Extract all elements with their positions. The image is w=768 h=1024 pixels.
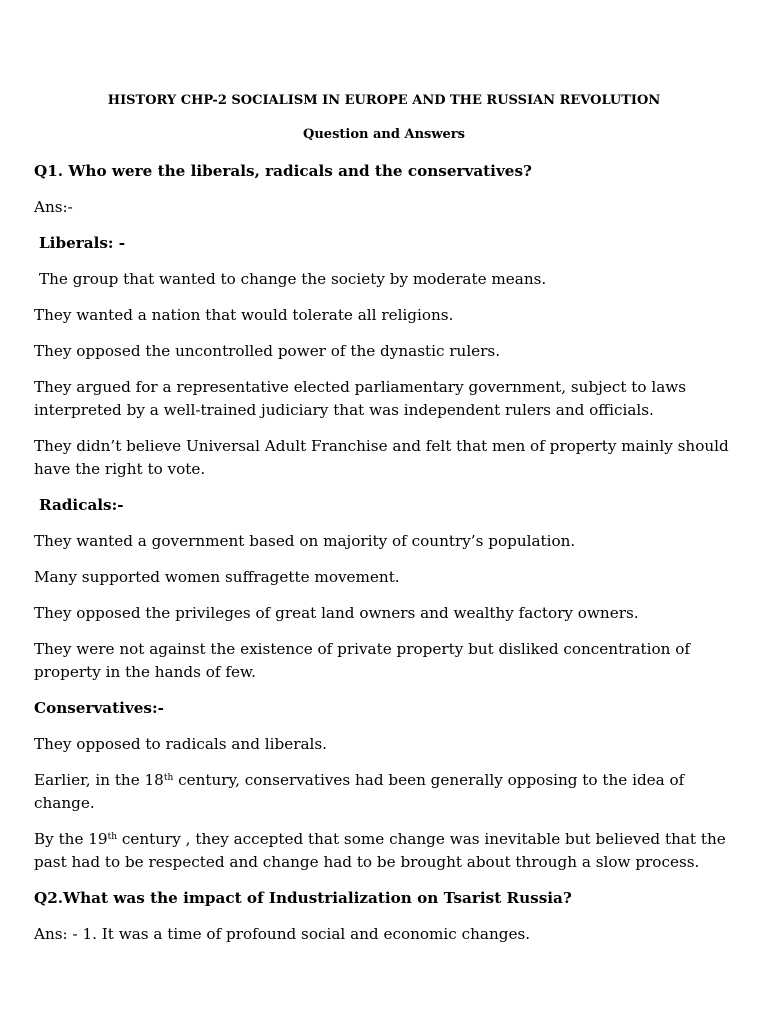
radicals-point-4: They were not against the existence of private property but disliked concentration of property in the hands of few. — [34, 640, 690, 681]
document-body — [34, 160, 734, 959]
document-title: HISTORY CHP-2 SOCIALISM IN EUROPE AND THE RUSSIAN REVOLUTION — [107, 93, 661, 108]
answer-label: Ans:- — [34, 198, 73, 216]
radicals-point-1: They wanted a government based on majority of country’s population. — [34, 532, 576, 550]
liberals-point-1: The group that wanted to change the society by moderate means. — [39, 270, 547, 288]
conservatives-point-2-start: Earlier, in the 18 — [34, 771, 164, 789]
conservatives-point-2-end: century, conservatives had been generally opposing to the idea of change. — [34, 771, 685, 812]
conservatives-point-1: They opposed to radicals and liberals. — [34, 735, 327, 753]
question-2: Q2.What was the impact of Industrialization on Tsarist Russia? — [34, 889, 572, 907]
ordinal-suffix: th — [107, 832, 118, 842]
radicals-heading: Radicals:- — [39, 496, 124, 514]
radicals-point-3: They opposed the privileges of great land owners and wealthy factory owners. — [34, 604, 639, 622]
conservatives-point-3-start: By the 19 — [34, 830, 108, 848]
conservatives-point-3-end: century , they accepted that some change was inevitable but believed that the past had to be respected and change had to be brought about through a slow process. — [34, 830, 726, 871]
question-2-answer: Ans: - 1. It was a time of profound social and economic changes. — [34, 925, 531, 943]
conservatives-point-3 — [34, 828, 734, 874]
question-1: Q1. Who were the liberals, radicals and the conservatives? — [34, 162, 532, 180]
conservatives-heading: Conservatives:- — [34, 699, 164, 717]
liberals-point-4: They argued for a representative elected parliamentary government, subject to laws interpreted by a well-trained judiciary that was independent rulers and officials. — [34, 378, 687, 419]
liberals-point-2: They wanted a nation that would tolerate all religions. — [34, 306, 454, 324]
radicals-point-2: Many supported women suffragette movement. — [34, 568, 400, 586]
document-subtitle: Question and Answers — [303, 127, 465, 142]
liberals-point-5: They didn’t believe Universal Adult Franchise and felt that men of property mainly should have the right to vote. — [34, 437, 729, 478]
ordinal-suffix: th — [163, 773, 174, 783]
liberals-point-3: They opposed the uncontrolled power of the dynastic rulers. — [34, 342, 501, 360]
liberals-heading: Liberals: - — [39, 234, 126, 252]
conservatives-point-2 — [34, 769, 734, 815]
